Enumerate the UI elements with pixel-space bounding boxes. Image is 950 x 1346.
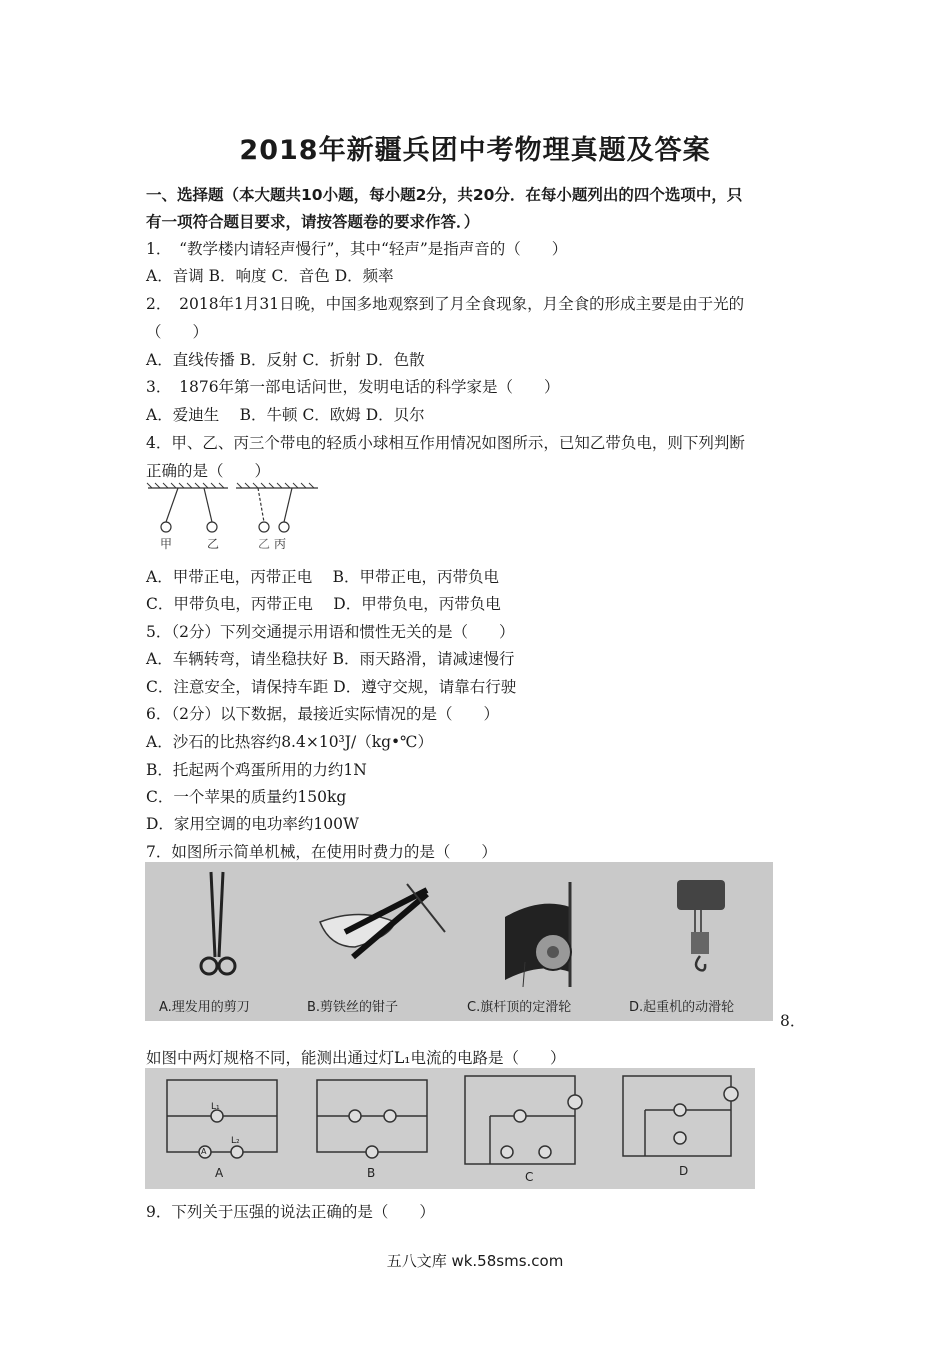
q3-options: A．爱迪生 B．牛顿 C．欧姆 D．贝尔 [146, 406, 425, 424]
circuit-b [317, 1080, 427, 1158]
caption-scissors: A.理发用的剪刀 [159, 1000, 250, 1015]
ball-label-yi-2: 乙 [258, 537, 271, 551]
ball-label-yi: 乙 [207, 537, 220, 551]
q6-option-b: B．托起两个鸡蛋所用的力约1N [146, 761, 367, 779]
q4-stem-line1: 4．甲、乙、丙三个带电的轻质小球相互作用情况如图所示，已知乙带负电，则下列判断 [146, 434, 745, 452]
lamp2-label: L₂ [231, 1136, 240, 1146]
q8-number: 8． [780, 1012, 806, 1030]
pliers-icon [320, 884, 445, 957]
circuit-label-d: D [679, 1164, 689, 1178]
circuit-d [623, 1076, 738, 1156]
section-heading-line2: 有一项符合题目要求，请按答题卷的要求作答．） [146, 213, 480, 231]
q6-option-a: A．沙石的比热容约8.4×10³J/（kg•℃） [146, 733, 434, 751]
section-heading-line1: 一、选择题（本大题共10小题，每小题2分，共20分．在每小题列出的四个选项中，只 [146, 186, 743, 204]
crane-pulley-icon [677, 880, 725, 970]
caption-crane-pulley: D.起重机的动滑轮 [629, 1000, 735, 1015]
charged-balls-figure [146, 482, 326, 554]
q9-stem: 9．下列关于压强的说法正确的是（ ） [146, 1203, 435, 1221]
ammeter-label: A [201, 1147, 207, 1156]
q1-stem: 1． “教学楼内请轻声慢行”，其中“轻声”是指声音的（ ） [146, 240, 568, 258]
q5-stem: 5．（2分）下列交通提示用语和惯性无关的是（ ） [146, 623, 515, 641]
flag-pulley-icon [505, 882, 571, 987]
caption-flag-pulley: C.旗杆顶的定滑轮 [467, 1000, 572, 1015]
q3-stem: 3． 1876年第一部电话问世，发明电话的科学家是（ ） [146, 378, 560, 396]
q6-stem: 6．（2分）以下数据，最接近实际情况的是（ ） [146, 705, 499, 723]
q6-option-d: D．家用空调的电功率约100W [146, 815, 359, 833]
q5-options-line2: C．注意安全，请保持车距 D．遵守交规，请靠右行驶 [146, 678, 517, 696]
circuit-label-b: B [367, 1166, 376, 1180]
ball-label-bing: 丙 [274, 537, 287, 551]
q2-options: A．直线传播 B．反射 C．折射 D．色散 [146, 351, 425, 369]
lamp1-label: L₁ [211, 1102, 220, 1112]
circuit-label-c: C [525, 1170, 534, 1184]
circuit-label-a: A [215, 1166, 224, 1180]
q2-stem-line2: （ ） [146, 323, 209, 341]
footer-watermark: 五八文库 wk.58sms.com [386, 1252, 564, 1270]
circuits-photo [145, 1068, 755, 1189]
q5-options-line1: A．车辆转弯，请坐稳扶好 B．雨天路滑，请减速慢行 [146, 650, 515, 668]
q6-option-c: C．一个苹果的质量约150kg [146, 788, 347, 806]
simple-machines-photo [145, 862, 773, 1021]
scissors-icon [201, 872, 235, 974]
q4-options-line1: A．甲带正电，丙带正电 B．甲带正电，丙带负电 [146, 568, 500, 586]
ball-label-jia: 甲 [160, 537, 173, 551]
circuit-a [167, 1080, 277, 1158]
q8-stem: 如图中两灯规格不同，能测出通过灯L₁电流的电路是（ ） [146, 1049, 566, 1067]
q4-stem-line2: 正确的是（ ） [146, 462, 271, 480]
q1-options: A．音调 B．响度 C．音色 D．频率 [146, 267, 394, 285]
page-title: 2018年新疆兵团中考物理真题及答案 [239, 135, 711, 166]
caption-pliers: B.剪铁丝的钳子 [307, 1000, 399, 1015]
q7-stem: 7．如图所示简单机械，在使用时费力的是（ ） [146, 843, 497, 861]
q4-options-line2: C．甲带负电，丙带正电 D．甲带负电，丙带负电 [146, 595, 501, 613]
circuit-c [465, 1076, 582, 1164]
q2-stem-line1: 2． 2018年1月31日晚，中国多地观察到了月全食现象，月全食的形成主要是由于光的 [146, 295, 745, 313]
